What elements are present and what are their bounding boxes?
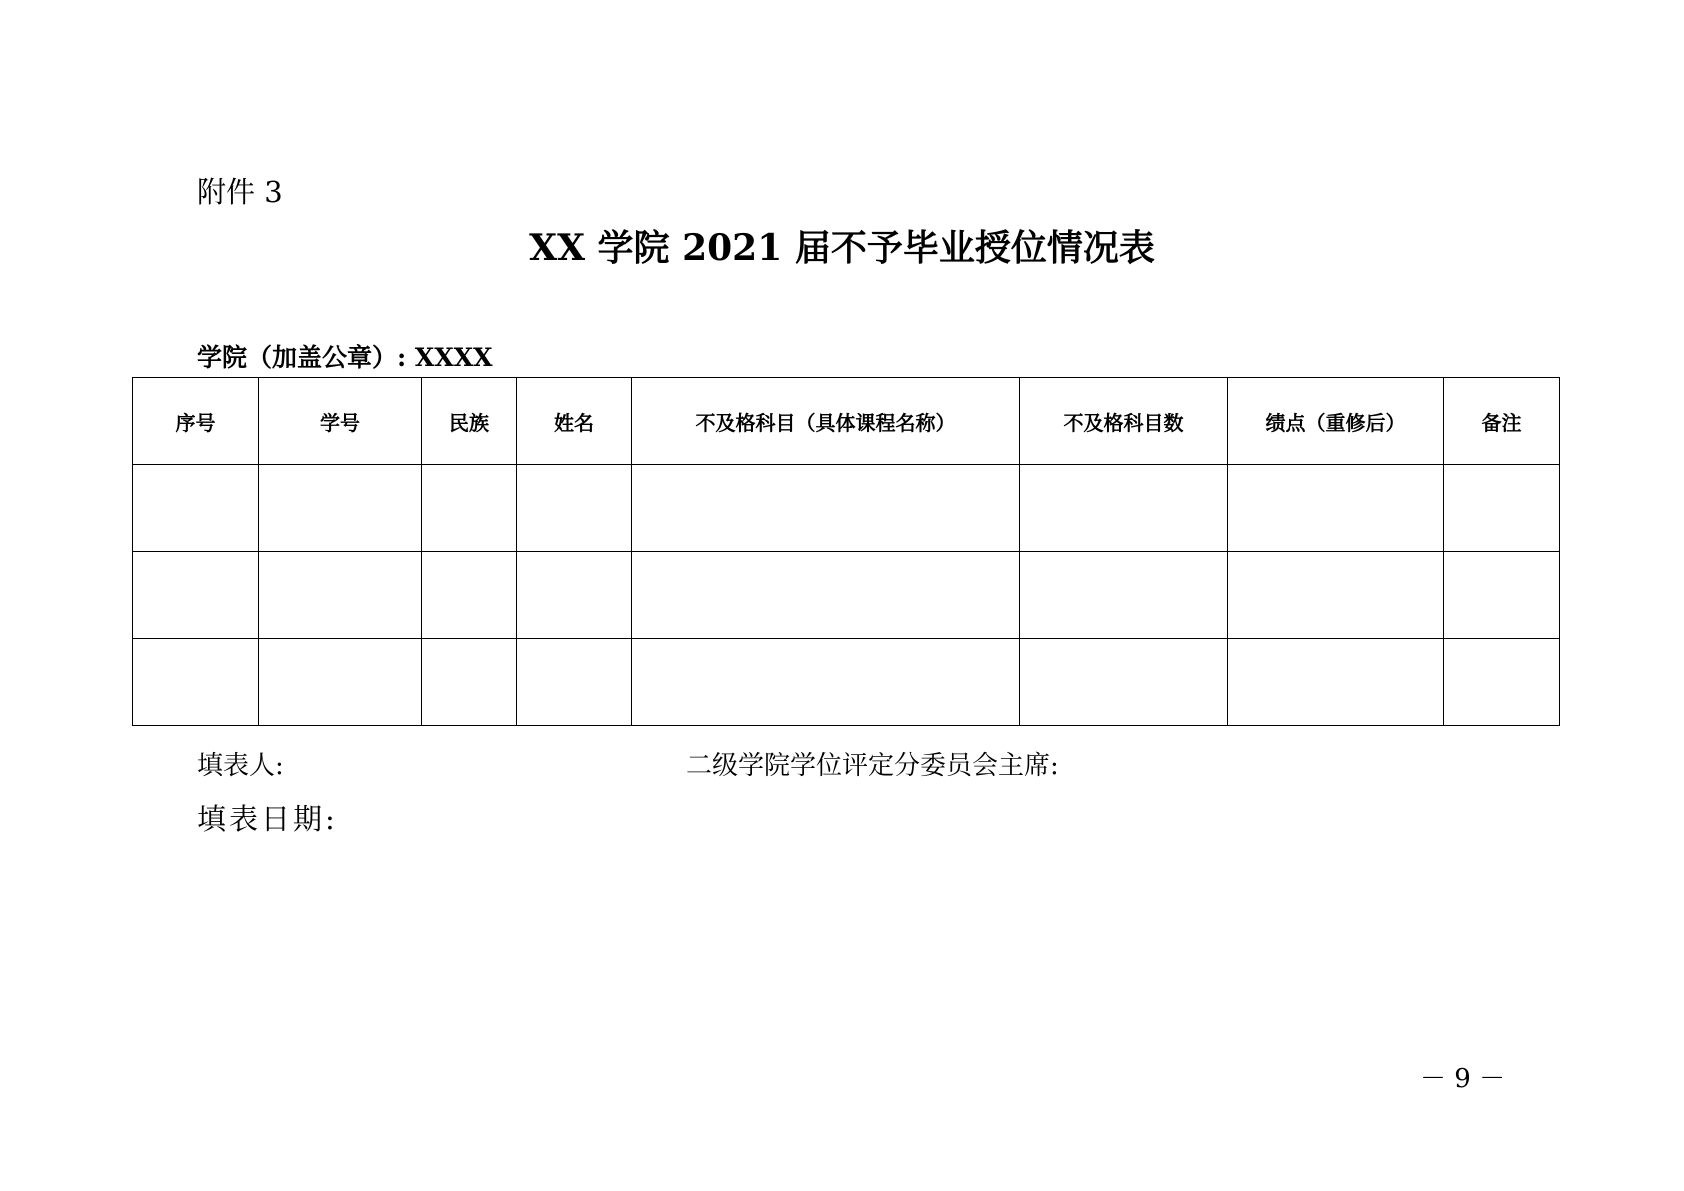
header-name: 姓名 — [517, 378, 632, 465]
header-failed-courses: 不及格科目（具体课程名称） — [632, 378, 1020, 465]
table-row — [133, 639, 1560, 726]
table-row — [133, 552, 1560, 639]
table-cell[interactable] — [1020, 465, 1228, 552]
table-cell[interactable] — [1228, 465, 1444, 552]
table-row — [133, 465, 1560, 552]
table-cell[interactable] — [517, 465, 632, 552]
table-cell[interactable] — [1228, 552, 1444, 639]
page-number: － 9 － — [1420, 1064, 1506, 1094]
table-cell[interactable] — [632, 639, 1020, 726]
table-cell[interactable] — [1020, 639, 1228, 726]
table-cell[interactable] — [517, 552, 632, 639]
header-ethnicity: 民族 — [422, 378, 517, 465]
status-table — [132, 377, 1560, 726]
fill-date-label: 填表日期: — [197, 802, 338, 836]
table-cell[interactable] — [1228, 639, 1444, 726]
table-cell[interactable] — [1444, 639, 1560, 726]
table-cell[interactable] — [259, 639, 422, 726]
header-student-id: 学号 — [259, 378, 422, 465]
header-remarks: 备注 — [1444, 378, 1560, 465]
table-cell[interactable] — [259, 465, 422, 552]
attachment-label: 附件 3 — [197, 175, 283, 209]
table-cell[interactable] — [133, 552, 259, 639]
table-cell[interactable] — [422, 639, 517, 726]
header-gpa: 绩点（重修后） — [1228, 378, 1444, 465]
table-cell[interactable] — [632, 465, 1020, 552]
table-header-row — [133, 378, 1560, 465]
table-cell[interactable] — [422, 552, 517, 639]
table-cell[interactable] — [259, 552, 422, 639]
header-serial-number: 序号 — [133, 378, 259, 465]
header-failed-count: 不及格科目数 — [1020, 378, 1228, 465]
table-cell[interactable] — [517, 639, 632, 726]
table-cell[interactable] — [1444, 465, 1560, 552]
college-seal-line: 学院（加盖公章）: XXXX — [197, 343, 493, 372]
table-cell[interactable] — [133, 639, 259, 726]
page-title: XX 学院 2021 届不予毕业授位情况表 — [529, 227, 1155, 269]
committee-chair-label: 二级学院学位评定分委员会主席: — [686, 751, 1059, 781]
filler-label: 填表人: — [197, 751, 284, 781]
table-cell[interactable] — [1020, 552, 1228, 639]
table-cell[interactable] — [632, 552, 1020, 639]
table-cell[interactable] — [1444, 552, 1560, 639]
table-cell[interactable] — [133, 465, 259, 552]
table-cell[interactable] — [422, 465, 517, 552]
